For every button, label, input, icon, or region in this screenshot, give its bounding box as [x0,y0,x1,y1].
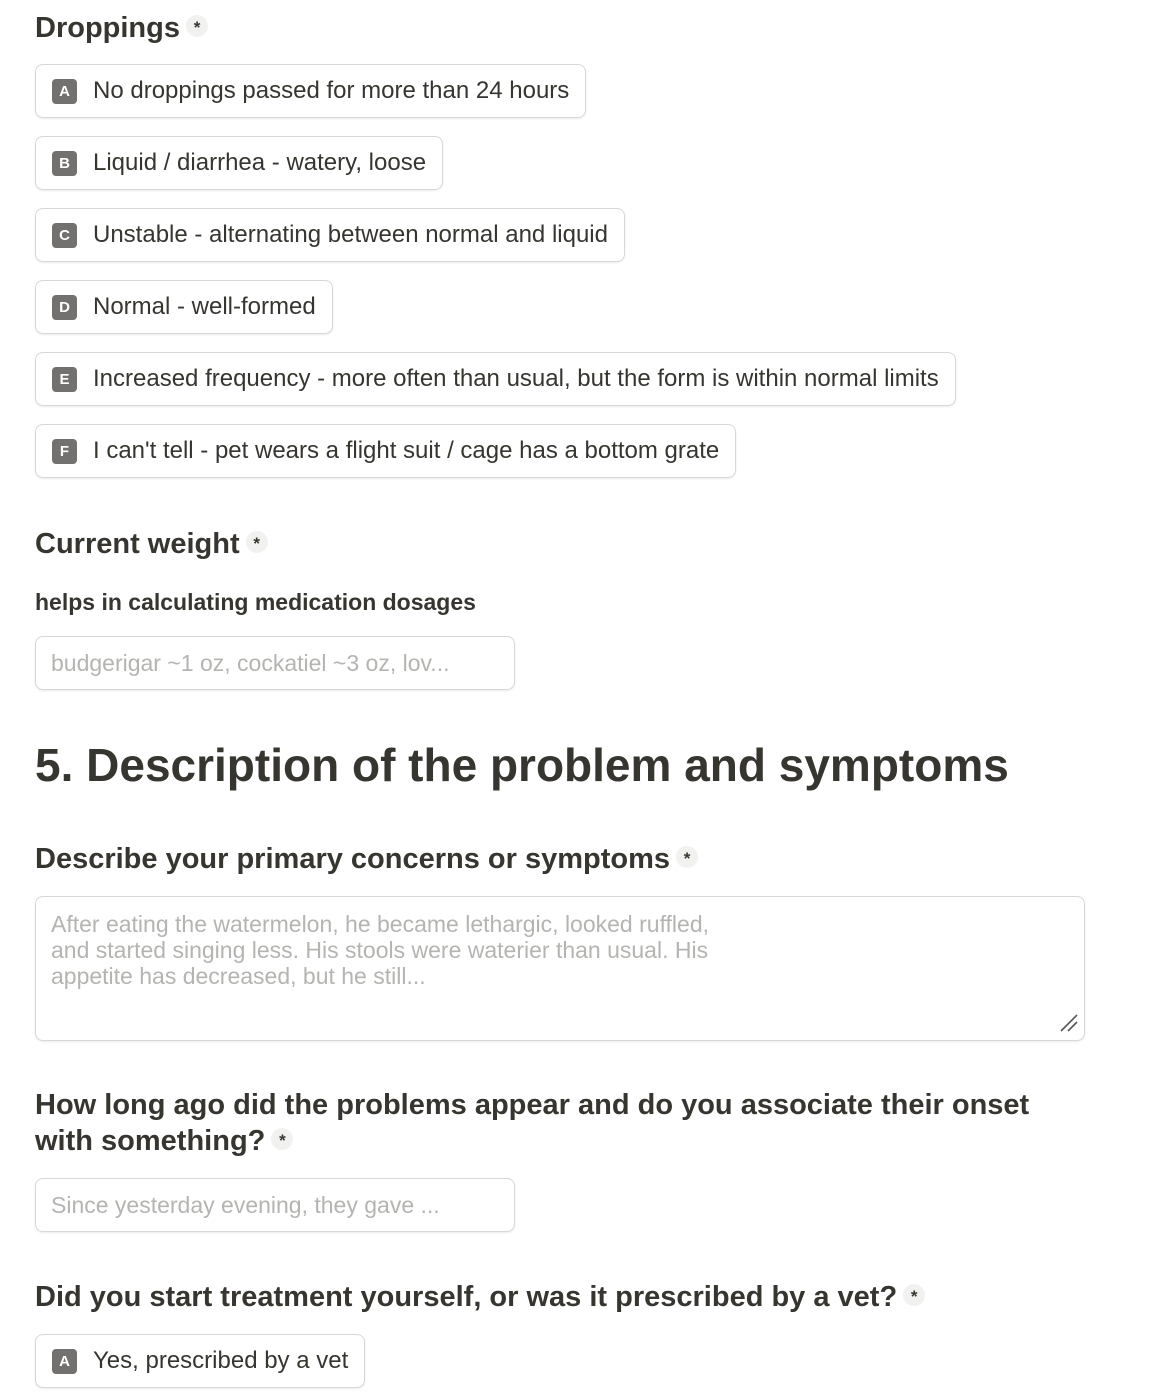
option-key-badge: A [52,79,77,104]
droppings-question [35,10,1095,46]
option-label: I can't tell - pet wears a flight suit / cage has a bottom grate [93,437,720,464]
onset-label-line1: How long ago did the problems appear and do you associate their onset [35,1089,1030,1121]
droppings-option-c[interactable] [35,208,625,262]
weight-input[interactable] [35,636,515,690]
treatment-option-a[interactable] [35,1334,365,1388]
onset-label-line2: with something? [35,1125,266,1157]
onset-question [35,1087,1095,1159]
required-marker: * [903,1284,925,1306]
droppings-option-e[interactable] [35,352,956,406]
section-title: 5. Description of the problem and symptoms [35,739,1009,791]
option-key-badge: A [52,1349,77,1374]
weight-label: Current weight [35,528,240,560]
required-marker: * [186,15,208,37]
weight-hint: helps in calculating medication dosages [35,589,476,615]
option-label: Normal - well-formed [93,293,316,320]
droppings-option-b[interactable] [35,136,443,190]
onset-input[interactable] [35,1178,515,1232]
droppings-option-d[interactable] [35,280,333,334]
droppings-option-f[interactable] [35,424,736,478]
option-key-badge: F [52,439,77,464]
required-marker: * [271,1128,293,1150]
option-key-badge: E [52,367,77,392]
required-marker: * [676,846,698,868]
required-marker: * [246,531,268,553]
concerns-question [35,841,1095,877]
droppings-option-a[interactable] [35,64,586,118]
option-label: Unstable - alternating between normal and liquid [93,221,608,248]
concerns-textarea[interactable] [35,896,1085,1041]
option-key-badge: D [52,295,77,320]
option-label: Liquid / diarrhea - watery, loose [93,149,427,176]
option-key-badge: C [52,223,77,248]
treatment-label: Did you start treatment yourself, or was it prescribed by a vet? [35,1281,898,1313]
resize-handle-icon[interactable] [1059,1013,1079,1033]
option-key-badge: B [52,151,77,176]
option-label: Yes, prescribed by a vet [93,1347,349,1374]
treatment-question [35,1279,1095,1315]
option-label: No droppings passed for more than 24 hours [93,77,570,104]
weight-question [35,526,1095,562]
concerns-label: Describe your primary concerns or symptoms [35,843,671,875]
option-label: Increased frequency - more often than usual, but the form is within normal limits [93,365,939,392]
droppings-label: Droppings [35,12,180,44]
